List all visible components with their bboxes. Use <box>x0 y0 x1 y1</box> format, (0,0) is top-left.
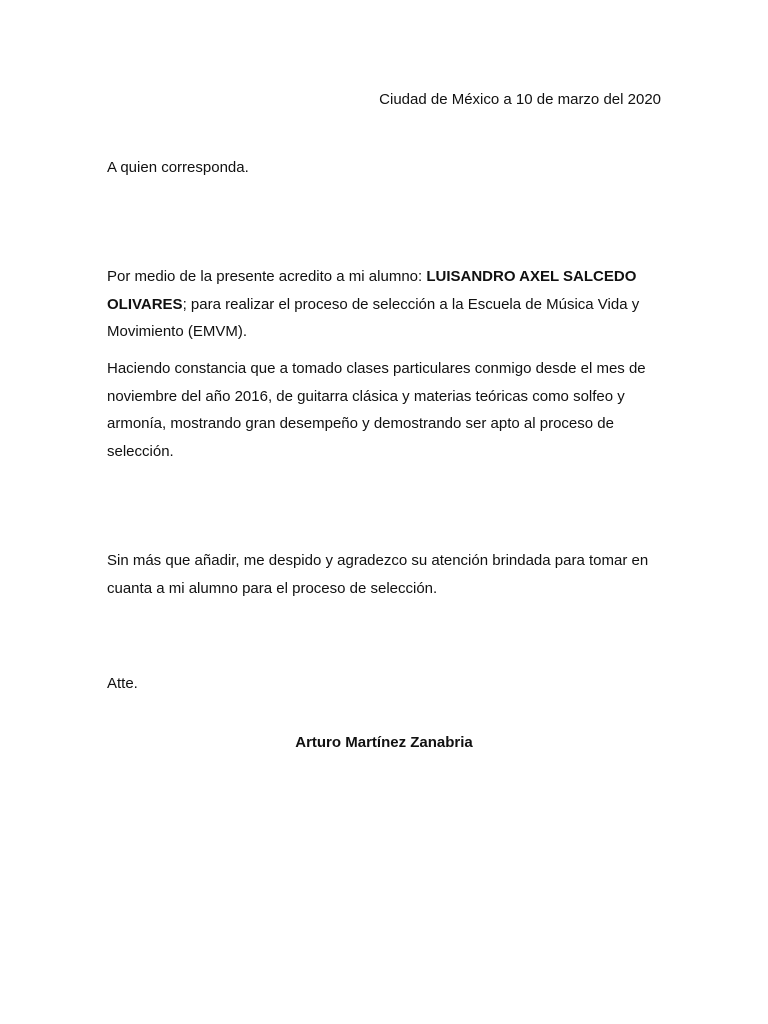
signature-name: Arturo Martínez Zanabria <box>295 734 473 751</box>
closing: Atte. <box>107 675 138 692</box>
date-line: Ciudad de México a 10 de marzo del 2020 <box>379 91 661 108</box>
paragraph-intro-text: Por medio de la presente acredito a mi alumno: <box>107 268 427 285</box>
greeting: A quien corresponda. <box>107 159 249 176</box>
paragraph-introduction <box>107 263 663 346</box>
paragraph-farewell: Sin más que añadir, me despido y agradezco su atención brindada para tomar en cuanta a mi alumno para el proceso de selección. <box>107 552 649 597</box>
student-name: LUISANDRO AXEL SALCEDO OLIVARES <box>107 268 637 313</box>
paragraph-constancy: Haciendo constancia que a tomado clases particulares conmigo desde el mes de noviembre del año 2016, de guitarra clásica y materias teóricas como solfeo y armonía, mostrando gran desempeño y demostrando ser apto al proceso de selección. <box>107 360 646 460</box>
paragraph-intro-rest: ; para realizar el proceso de selección a la Escuela de Música Vida y Movimiento (EMVM). <box>107 295 640 340</box>
